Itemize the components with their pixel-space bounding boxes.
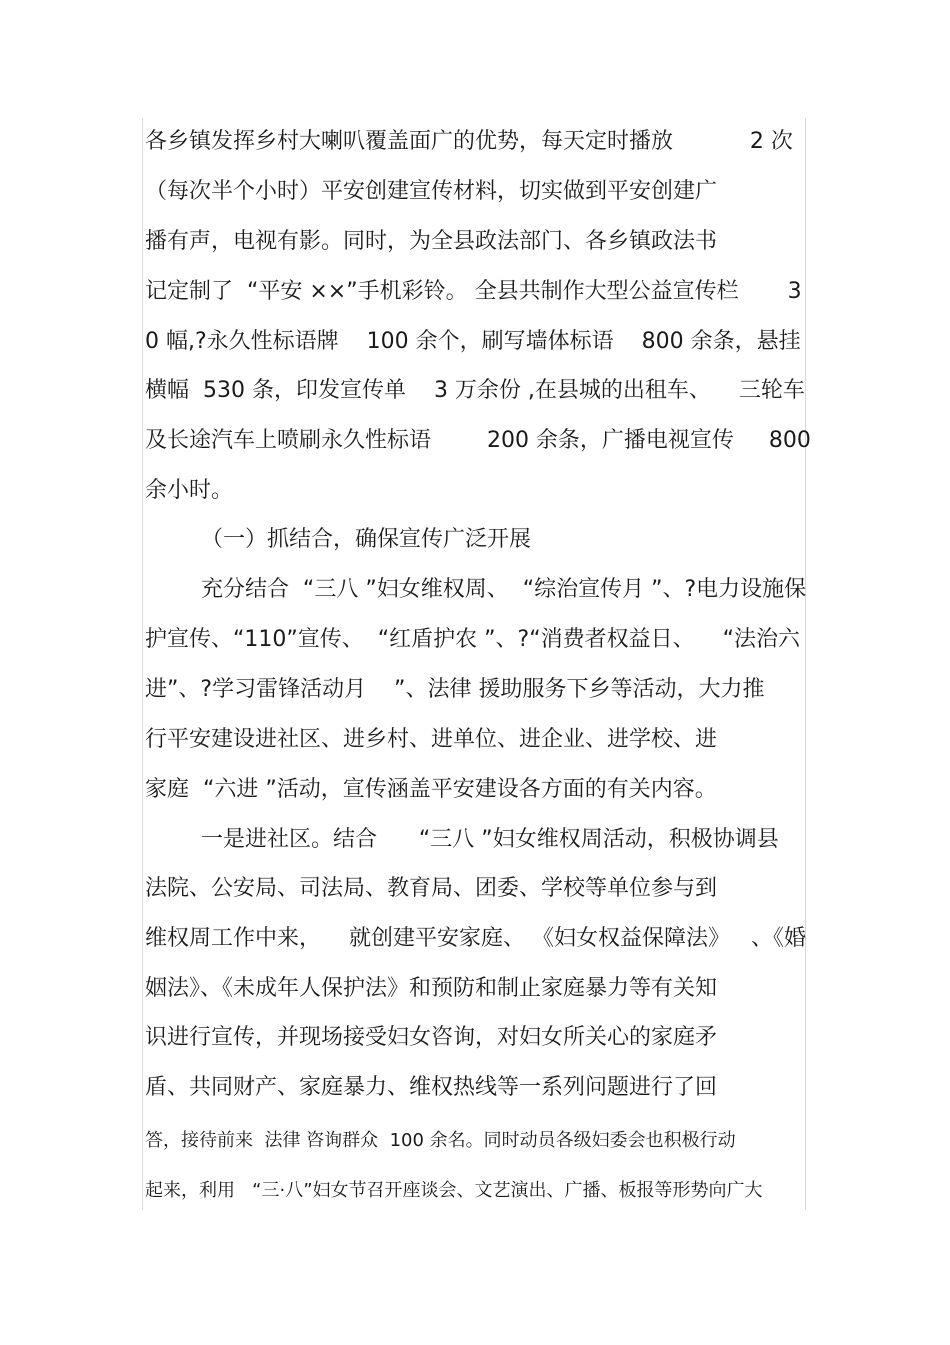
text-line-19: 识进行宣传，并现场接受妇女咨询，对妇女所关心的家庭矛 xyxy=(145,1025,718,1050)
text-line-10: 充分结合 “三八 ”妇女维权周、 “综治宣传月 ”、?电力设施保 xyxy=(145,577,807,602)
text-line-1: 各乡镇发挥乡村大喇叭覆盖面广的优势，每天定时播放 2 次 xyxy=(145,129,793,154)
text-line-21: 答，接待前来 法律 咨询群众 100 余名。同时动员各级妇委会也积极行动 xyxy=(145,1130,736,1151)
right-margin-rule xyxy=(805,118,806,1210)
text-line-5: 0 幅,?永久性标语牌 100 余个，刷写墙体标语 800 余条，悬挂 xyxy=(145,329,801,354)
text-line-20: 盾、共同财产、家庭暴力、维权热线等一系列问题进行了回 xyxy=(145,1075,718,1100)
text-line-17: 维权周工作中来， 就创建平安家庭、 《妇女权益保障法》 、《婚 xyxy=(145,926,806,951)
text-line-3: 播有声，电视有影。同时，为全县政法部门、各乡镇政法书 xyxy=(145,229,718,254)
text-line-6: 横幅 530 条，印发宣传单 3 万余份 ,在县城的出租车、 三轮车 xyxy=(145,378,805,403)
text-line-4: 记定制了 “平安 ××”手机彩铃。 全县共制作大型公益宣传栏 3 xyxy=(145,279,802,304)
text-line-12: 进”、?学习雷锋活动月 ”、法律 援助服务下乡等活动，大力推 xyxy=(145,677,765,702)
text-line-15: 一是进社区。结合 “三八 ”妇女维权周活动，积极协调县 xyxy=(145,827,779,852)
text-line-16: 法院、公安局、司法局、教育局、团委、学校等单位参与到 xyxy=(145,876,718,901)
text-line-2: （每次半个小时）平安创建宣传材料，切实做到平安创建广 xyxy=(145,179,718,204)
text-line-8: 余小时。 xyxy=(145,478,234,503)
text-line-7: 及长途汽车上喷刷永久性标语 200 余条，广播电视宣传 800 xyxy=(145,428,811,453)
text-line-18: 姻法》、《未成年人保护法》和预防和制止家庭暴力等有关知 xyxy=(145,976,718,1001)
left-margin-rule xyxy=(142,118,143,1210)
text-line-22: 起来，利用 “三·八”妇女节召开座谈会、文艺演出、广播、板报等形势向广大 xyxy=(145,1180,763,1201)
text-line-13: 行平安建设进社区、进乡村、进单位、进企业、进学校、进 xyxy=(145,727,718,752)
text-line-14: 家庭 “六进 ”活动，宣传涵盖平安建设各方面的有关内容。 xyxy=(145,777,717,802)
section-heading: （一）抓结合，确保宣传广泛开展 xyxy=(145,527,531,552)
text-line-11: 护宣传、“110”宣传、 “红盾护农 ”、?“消费者权益日、 “法治六 xyxy=(145,627,801,652)
